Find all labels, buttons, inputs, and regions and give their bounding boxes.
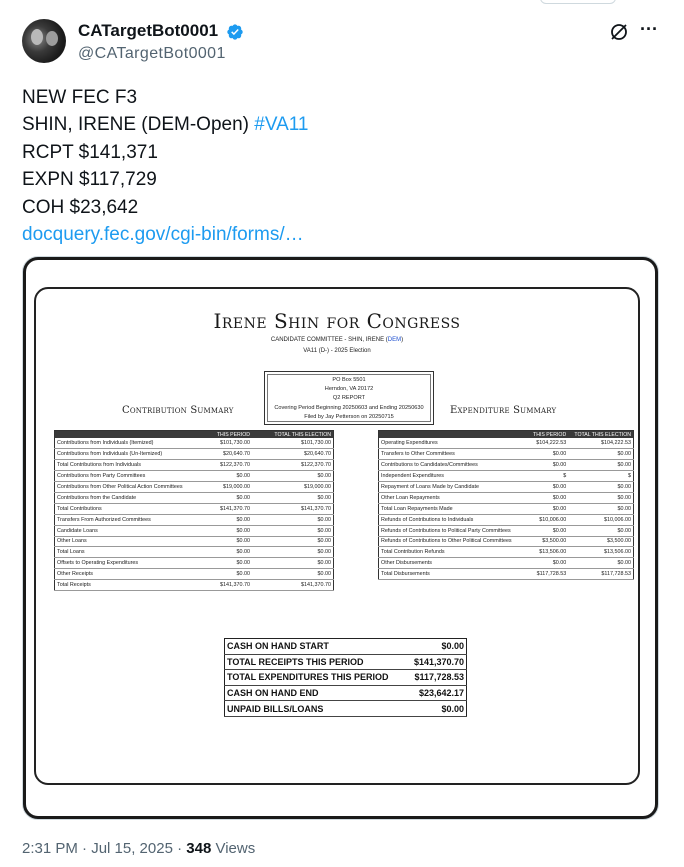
row-label: Independent Expenditures	[379, 471, 529, 482]
total-election-value: $0.00	[568, 482, 633, 493]
tweet-meta	[22, 840, 255, 857]
expenditure-row	[379, 569, 634, 580]
cash-value: $0.00	[407, 701, 467, 717]
table-header-row	[55, 431, 334, 439]
row-label: Contributions from Party Committees	[55, 471, 203, 482]
total-election-value: $0.00	[568, 525, 633, 536]
row-label: Total Contributions	[55, 503, 203, 514]
display-name[interactable]: CATargetBot0001	[78, 21, 219, 40]
contribution-summary-title: Contribution Summary	[122, 405, 234, 416]
expenditure-row	[379, 492, 634, 503]
total-election-value: $19,000.00	[252, 482, 333, 493]
row-label: Other Disbursements	[379, 558, 529, 569]
total-election-value: $104,222.53	[568, 438, 633, 449]
contribution-row	[55, 514, 334, 525]
total-election-value: $122,370.70	[252, 460, 333, 471]
total-election-value: $0.00	[252, 558, 333, 569]
total-election-value: $101,730.00	[252, 438, 333, 449]
row-label: Refunds of Contributions to Individuals	[379, 514, 529, 525]
this-period-value: $0.00	[203, 525, 253, 536]
this-period-value: $101,730.00	[203, 438, 253, 449]
expenditure-row	[379, 460, 634, 471]
tweet-media[interactable]	[22, 256, 659, 820]
cash-label: TOTAL RECEIPTS THIS PERIOD	[225, 654, 407, 670]
cash-summary-table	[224, 638, 467, 717]
table-header-blank	[379, 431, 529, 439]
table-header-blank	[55, 431, 203, 439]
media-image	[26, 260, 655, 816]
this-period-value: $20,640.70	[203, 449, 253, 460]
total-election-value: $0.00	[568, 503, 633, 514]
total-election-value: $0.00	[252, 471, 333, 482]
contribution-row	[55, 471, 334, 482]
this-period-value: $0.00	[203, 471, 253, 482]
total-election-value: $3,500.00	[568, 536, 633, 547]
contribution-row	[55, 525, 334, 536]
url-link[interactable]: docquery.fec.gov/cgi-bin/forms/…	[22, 224, 304, 246]
this-period-value: $0.00	[529, 460, 569, 471]
this-period-value: $104,222.53	[529, 438, 569, 449]
report-type: Q2 REPORT	[332, 395, 366, 402]
row-label: Contributions from Individuals (Itemized)	[55, 438, 203, 449]
handle[interactable]: @CATargetBot0001	[78, 45, 226, 62]
tweet-line: EXPN $117,729	[22, 169, 157, 191]
district-line: VA11 (D-) - 2025 Election	[303, 348, 371, 354]
this-period-value: $0.00	[203, 547, 253, 558]
contribution-table	[54, 430, 334, 591]
tweet-line-text: SHIN, IRENE (DEM-Open)	[22, 114, 255, 136]
cash-summary-row	[225, 670, 467, 686]
this-period-value: $19,000.00	[203, 482, 253, 493]
cash-label: CASH ON HAND START	[225, 639, 407, 655]
expenditure-row	[379, 536, 634, 547]
row-label: Contributions from Individuals (Un-Itemized)	[55, 449, 203, 460]
contribution-row	[55, 438, 334, 449]
total-election-value: $0.00	[568, 449, 633, 460]
total-election-value: $141,370.70	[252, 580, 333, 591]
contribution-row	[55, 460, 334, 471]
committee-text: CANDIDATE COMMITTEE - SHIN, IRENE (	[270, 337, 388, 343]
total-election-value: $141,370.70	[252, 503, 333, 514]
document-title: Irene Shin for Congress	[213, 309, 461, 333]
table-header-row	[379, 431, 634, 439]
total-election-value: $10,006.00	[568, 514, 633, 525]
cash-label: TOTAL EXPENDITURES THIS PERIOD	[225, 670, 407, 686]
this-period-value: $122,370.70	[203, 460, 253, 471]
this-period-value: $0.00	[203, 569, 253, 580]
expenditure-row	[379, 503, 634, 514]
total-election-value: $0.00	[568, 492, 633, 503]
filed-by: Filed by Jay Petterson on 20250715	[304, 413, 394, 420]
contribution-row	[55, 503, 334, 514]
views-count: 348	[186, 840, 212, 857]
column-header: TOTAL THIS ELECTION	[252, 431, 333, 439]
cash-value: $117,728.53	[407, 670, 467, 686]
address-box	[264, 371, 434, 425]
total-election-value: $0.00	[252, 536, 333, 547]
contribution-row	[55, 558, 334, 569]
row-label: Contributions to Candidates/Committees	[379, 460, 529, 471]
top-strip	[540, 0, 616, 4]
cash-label: UNPAID BILLS/LOANS	[225, 701, 407, 717]
cash-summary-row	[225, 685, 467, 701]
tweet-line: COH $23,642	[22, 196, 139, 218]
cash-summary-rows	[225, 639, 467, 717]
total-election-value: $	[568, 471, 633, 482]
expenditure-row	[379, 547, 634, 558]
views-label: Views	[211, 840, 256, 857]
row-label: Transfers to Other Committees	[379, 449, 529, 460]
address-line: PO Box 5501	[332, 377, 366, 383]
committee-text-end: )	[401, 337, 404, 343]
row-label: Total Loan Repayments Made	[379, 503, 529, 514]
this-period-value: $13,506.00	[529, 547, 569, 558]
contribution-row	[55, 547, 334, 558]
total-election-value: $0.00	[252, 514, 333, 525]
party-label: DEM	[387, 337, 402, 343]
row-label: Total Disbursements	[379, 569, 529, 580]
contribution-row	[55, 580, 334, 591]
row-label: Total Receipts	[55, 580, 203, 591]
total-election-value: $0.00	[568, 558, 633, 569]
total-election-value: $0.00	[252, 525, 333, 536]
committee-line	[36, 337, 638, 343]
this-period-value: $0.00	[529, 503, 569, 514]
row-label: Total Loans	[55, 547, 203, 558]
this-period-value: $	[529, 471, 569, 482]
cash-value: $0.00	[407, 639, 467, 655]
this-period-value: $117,728.53	[529, 569, 569, 580]
this-period-value: $0.00	[529, 482, 569, 493]
this-period-value: $0.00	[529, 492, 569, 503]
cash-summary-row	[225, 654, 467, 670]
tweet-text	[22, 84, 642, 248]
expenditure-row	[379, 525, 634, 536]
row-label: Refunds of Contributions to Political Party Committees	[379, 525, 529, 536]
this-period-value: $0.00	[203, 558, 253, 569]
expenditure-row	[379, 471, 634, 482]
row-label: Repayment of Loans Made by Candidate	[379, 482, 529, 493]
this-period-value: $0.00	[529, 525, 569, 536]
expenditure-summary-title: Expenditure Summary	[450, 405, 557, 416]
grok-icon[interactable]	[609, 22, 629, 42]
contribution-row	[55, 492, 334, 503]
row-label: Offsets to Operating Expenditures	[55, 558, 203, 569]
cash-summary-row	[225, 701, 467, 717]
row-label: Other Loan Repayments	[379, 492, 529, 503]
this-period-value: $3,500.00	[529, 536, 569, 547]
cash-summary-row	[225, 639, 467, 655]
row-label: Refunds of Contributions to Other Political Committees	[379, 536, 529, 547]
this-period-value: $0.00	[529, 558, 569, 569]
total-election-value: $0.00	[252, 569, 333, 580]
total-election-value: $0.00	[252, 547, 333, 558]
column-header: THIS PERIOD	[203, 431, 253, 439]
this-period-value: $0.00	[203, 536, 253, 547]
contribution-row	[55, 449, 334, 460]
row-label: Candidate Loans	[55, 525, 203, 536]
contribution-row	[55, 536, 334, 547]
row-label: Other Receipts	[55, 569, 203, 580]
total-election-value: $117,728.53	[568, 569, 633, 580]
coverage-period: Covering Period Beginning 20250603 and Ending 20250630	[274, 404, 424, 411]
this-period-value: $141,370.70	[203, 503, 253, 514]
expenditure-rows	[379, 438, 634, 580]
cash-label: CASH ON HAND END	[225, 685, 407, 701]
total-election-value: $0.00	[568, 460, 633, 471]
hashtag-link[interactable]: #VA11	[254, 114, 309, 136]
this-period-value: $0.00	[203, 492, 253, 503]
row-label: Total Contributions from Individuals	[55, 460, 203, 471]
row-label: Contributions from Other Political Action Committees	[55, 482, 203, 493]
this-period-value: $10,006.00	[529, 514, 569, 525]
contribution-rows	[55, 438, 334, 590]
cash-value: $23,642.17	[407, 685, 467, 701]
avatar[interactable]	[22, 19, 66, 63]
expenditure-row	[379, 438, 634, 449]
column-header: THIS PERIOD	[529, 431, 569, 439]
verified-badge-icon	[226, 23, 244, 41]
this-period-value: $141,370.70	[203, 580, 253, 591]
row-label: Total Contribution Refunds	[379, 547, 529, 558]
expenditure-row	[379, 482, 634, 493]
row-label: Transfers From Authorized Committees	[55, 514, 203, 525]
total-election-value: $13,506.00	[568, 547, 633, 558]
contribution-row	[55, 569, 334, 580]
expenditure-row	[379, 449, 634, 460]
expenditure-row	[379, 558, 634, 569]
column-header: TOTAL THIS ELECTION	[568, 431, 633, 439]
tweet-line: NEW FEC F3	[22, 87, 138, 108]
this-period-value: $0.00	[529, 449, 569, 460]
tweet-line	[22, 111, 642, 138]
cash-value: $141,370.70	[407, 654, 467, 670]
tweet-line: RCPT $141,371	[22, 141, 158, 163]
expenditure-row	[379, 514, 634, 525]
address-line: Herndon, VA 20172	[324, 386, 374, 393]
total-election-value: $0.00	[252, 492, 333, 503]
timestamp[interactable]: 2:31 PM · Jul 15, 2025 ·	[22, 840, 187, 857]
expenditure-table	[378, 430, 634, 580]
contribution-row	[55, 482, 334, 493]
row-label: Contributions from the Candidate	[55, 492, 203, 503]
more-options-icon[interactable]: ···	[640, 19, 658, 39]
fec-summary-document	[34, 287, 640, 785]
row-label: Operating Expenditures	[379, 438, 529, 449]
row-label: Other Loans	[55, 536, 203, 547]
this-period-value: $0.00	[203, 514, 253, 525]
total-election-value: $20,640.70	[252, 449, 333, 460]
